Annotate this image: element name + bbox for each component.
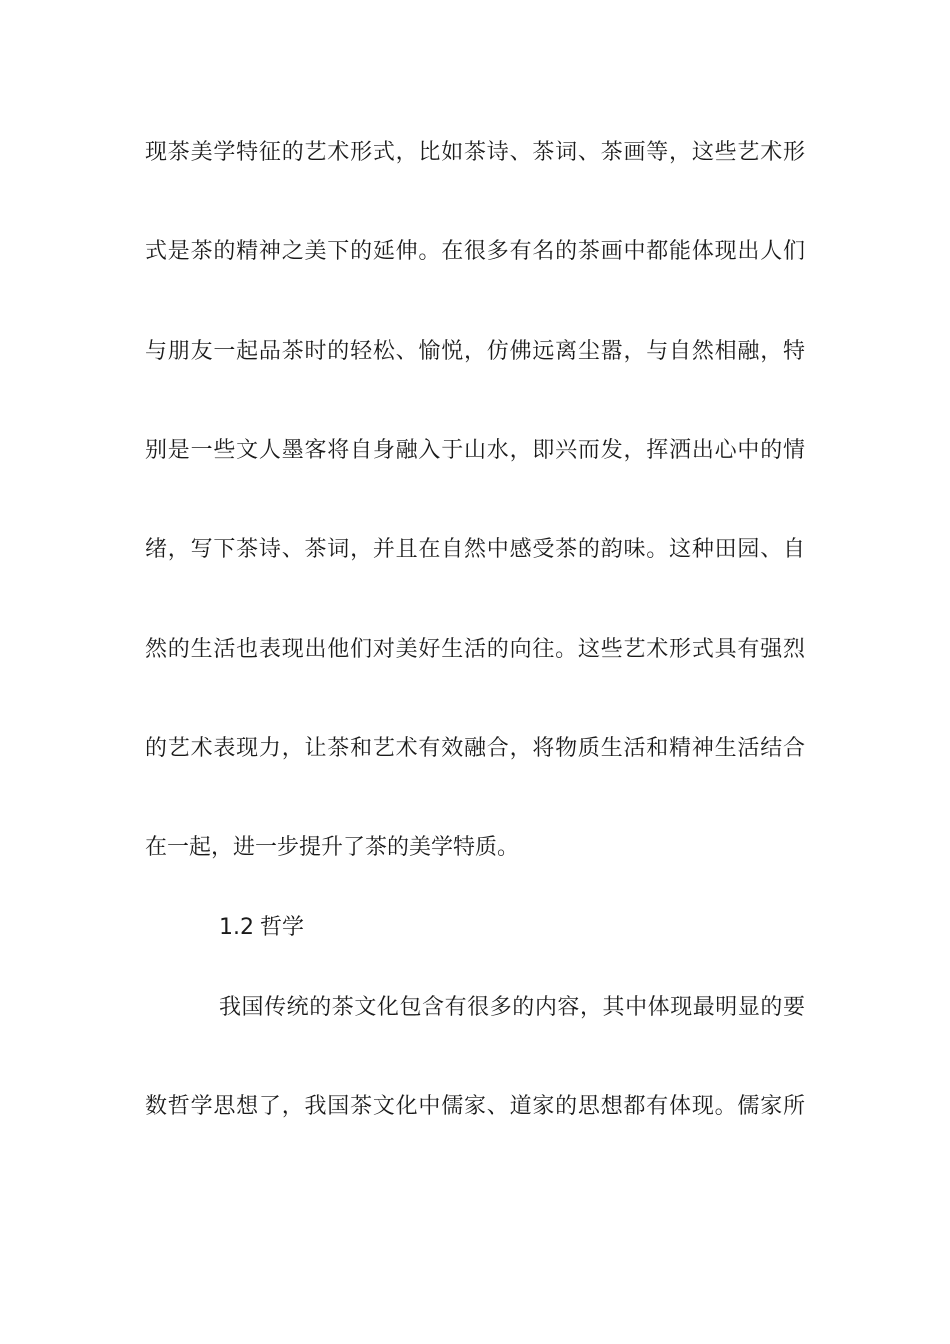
text-line: 绪，写下茶诗、茶词，并且在自然中感受茶的韵味。这种田园、自 <box>145 537 805 562</box>
text-line: 在一起，进一步提升了茶的美学特质。 <box>145 835 520 860</box>
section-number: 1.2 <box>219 915 254 940</box>
text-line: 现茶美学特征的艺术形式，比如茶诗、茶词、茶画等，这些艺术形 <box>145 140 805 165</box>
text-line: 与朋友一起品茶时的轻松、愉悦，仿佛远离尘嚣，与自然相融，特 <box>145 339 805 364</box>
text-line: 的艺术表现力，让茶和艺术有效融合，将物质生活和精神生活结合 <box>145 736 805 761</box>
text-line: 式是茶的精神之美下的延伸。在很多有名的茶画中都能体现出人们 <box>145 239 805 264</box>
text-line: 数哲学思想了，我国茶文化中儒家、道家的思想都有体现。儒家所 <box>145 1094 805 1119</box>
text-line: 然的生活也表现出他们对美好生活的向往。这些艺术形式具有强烈 <box>145 637 805 662</box>
section-title: 哲学 <box>260 915 305 940</box>
section-heading <box>219 908 304 948</box>
text-line: 别是一些文人墨客将自身融入于山水，即兴而发，挥洒出心中的情 <box>145 438 805 463</box>
text-line: 我国传统的茶文化包含有很多的内容，其中体现最明显的要 <box>219 995 805 1020</box>
